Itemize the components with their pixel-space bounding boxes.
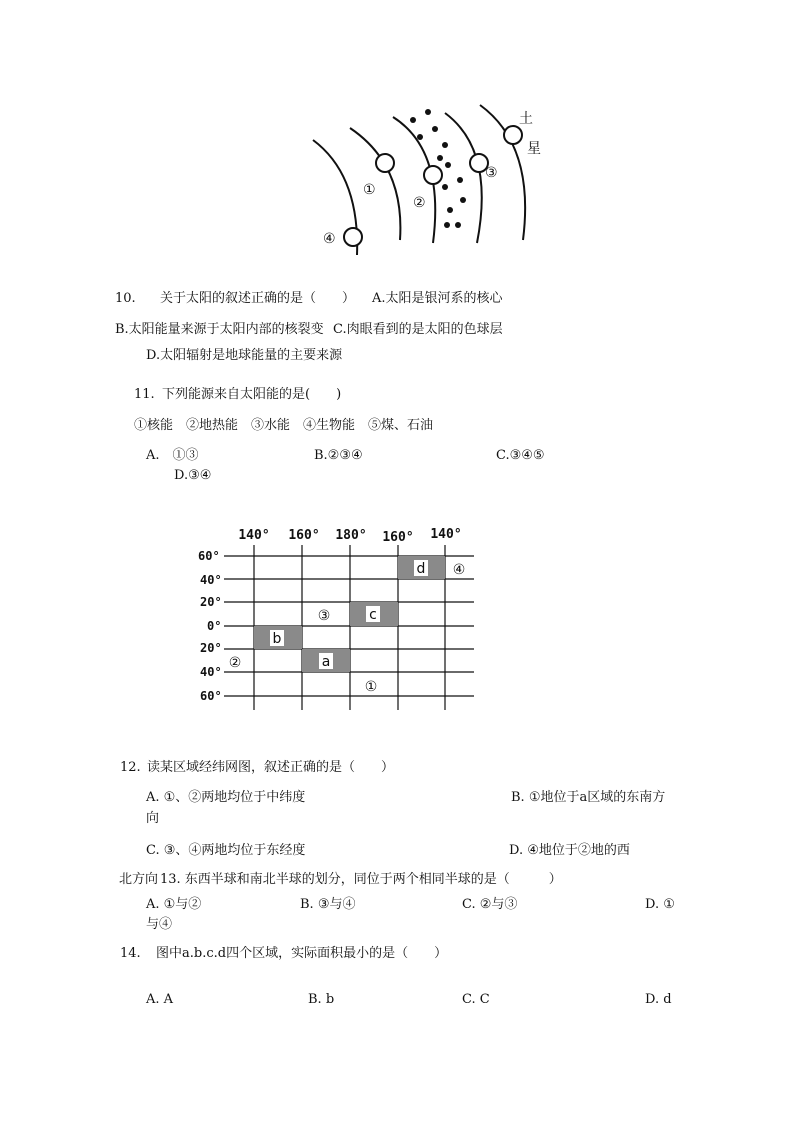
lon-label-1: 140°: [238, 528, 270, 543]
q10-option-c: C.肉眼看到的是太阳的色球层: [333, 322, 503, 337]
q10-option-a: A.太阳是银河系的核心: [372, 291, 503, 306]
q10-stem: 关于太阳的叙述正确的是（ ）: [160, 291, 356, 306]
orbit-marker-3: ③: [485, 165, 498, 181]
lon-label-3: 180°: [335, 528, 367, 543]
q12-option-a: A. ①、②两地均位于中纬度: [146, 790, 306, 805]
latlon-grid-diagram: [190, 515, 490, 720]
q14-option-d: D. d: [645, 992, 672, 1007]
orbit-marker-2: ②: [413, 195, 426, 211]
planet-mars: [376, 154, 394, 172]
orbit-line-4: [445, 113, 482, 243]
lat-label-4: 0°: [207, 619, 222, 633]
lat-label-1: 60°: [198, 549, 220, 563]
q10-option-d: D.太阳辐射是地球能量的主要来源: [146, 348, 343, 363]
lat-label-5: 20°: [200, 641, 222, 655]
lat-label-2: 40°: [200, 573, 222, 587]
orbit-marker-4: ④: [323, 231, 336, 247]
q11-stem: 下列能源来自太阳能的是( ): [162, 387, 342, 402]
q12-option-d-line1: D. ④地位于②地的西: [509, 843, 630, 858]
saturn-label-1: 土: [519, 111, 533, 127]
q12-option-b-line1: B. ①地位于a区域的东南方: [511, 790, 666, 805]
q12-option-d-line2: 北方向: [119, 872, 159, 887]
q14-number: 14.: [120, 946, 141, 961]
point-label-1: ①: [364, 679, 378, 695]
planet-saturn: [504, 126, 522, 144]
saturn-label-2: 星: [527, 141, 541, 157]
point-label-3: ③: [317, 608, 331, 624]
q12-option-b-line2: 向: [146, 811, 160, 826]
point-label-4: ④: [452, 562, 466, 578]
q11-option-c: C.③④⑤: [496, 448, 545, 463]
q10-option-b: B.太阳能量来源于太阳内部的核裂变: [115, 322, 324, 337]
q13-option-b: B. ③与④: [300, 897, 356, 912]
point-label-2: ②: [228, 655, 242, 671]
q13-option-c: C. ②与③: [462, 897, 518, 912]
q14-option-c: C. C: [462, 992, 490, 1007]
q11-option-a: A. ①③: [146, 448, 199, 463]
q14-option-b: B. b: [308, 992, 335, 1007]
q11-option-d: D.③④: [174, 468, 212, 483]
lon-label-2: 160°: [288, 528, 320, 543]
planet-venus: [344, 228, 362, 246]
q11-option-b: B.②③④: [314, 448, 363, 463]
q10-number: 10.: [115, 291, 136, 306]
q11-number: 11.: [134, 387, 155, 402]
region-label-a: a: [321, 654, 331, 670]
q12-stem: 读某区域经纬网图，叙述正确的是（ ）: [147, 760, 395, 775]
q13-option-d-line1: D. ①: [645, 897, 675, 912]
q11-items: ①核能 ②地热能 ③水能 ④生物能 ⑤煤、石油: [134, 418, 434, 433]
lat-label-6: 40°: [200, 665, 222, 679]
orbit-marker-1: ①: [363, 182, 376, 198]
orbit-diagram: [305, 95, 565, 265]
q12-number: 12.: [120, 760, 141, 775]
region-label-d: d: [416, 561, 426, 577]
lon-label-4: 160°: [382, 530, 414, 545]
q13-stem: 13. 东西半球和南北半球的划分，同位于两个相同半球的是（ ）: [160, 872, 562, 887]
q14-option-a: A. A: [146, 992, 174, 1007]
q14-stem: 图中a.b.c.d四个区域，实际面积最小的是（ ）: [156, 946, 448, 961]
planet-jupiter: [424, 166, 442, 184]
lon-label-5: 140°: [430, 527, 462, 542]
lat-label-3: 20°: [200, 595, 222, 609]
region-label-b: b: [272, 631, 282, 647]
q12-option-c: C. ③、④两地均位于东经度: [146, 843, 306, 858]
q13-option-d-line2: 与④: [146, 917, 173, 932]
region-label-c: c: [369, 607, 377, 623]
lat-label-7: 60°: [200, 689, 222, 703]
q13-option-a: A. ①与②: [146, 897, 202, 912]
